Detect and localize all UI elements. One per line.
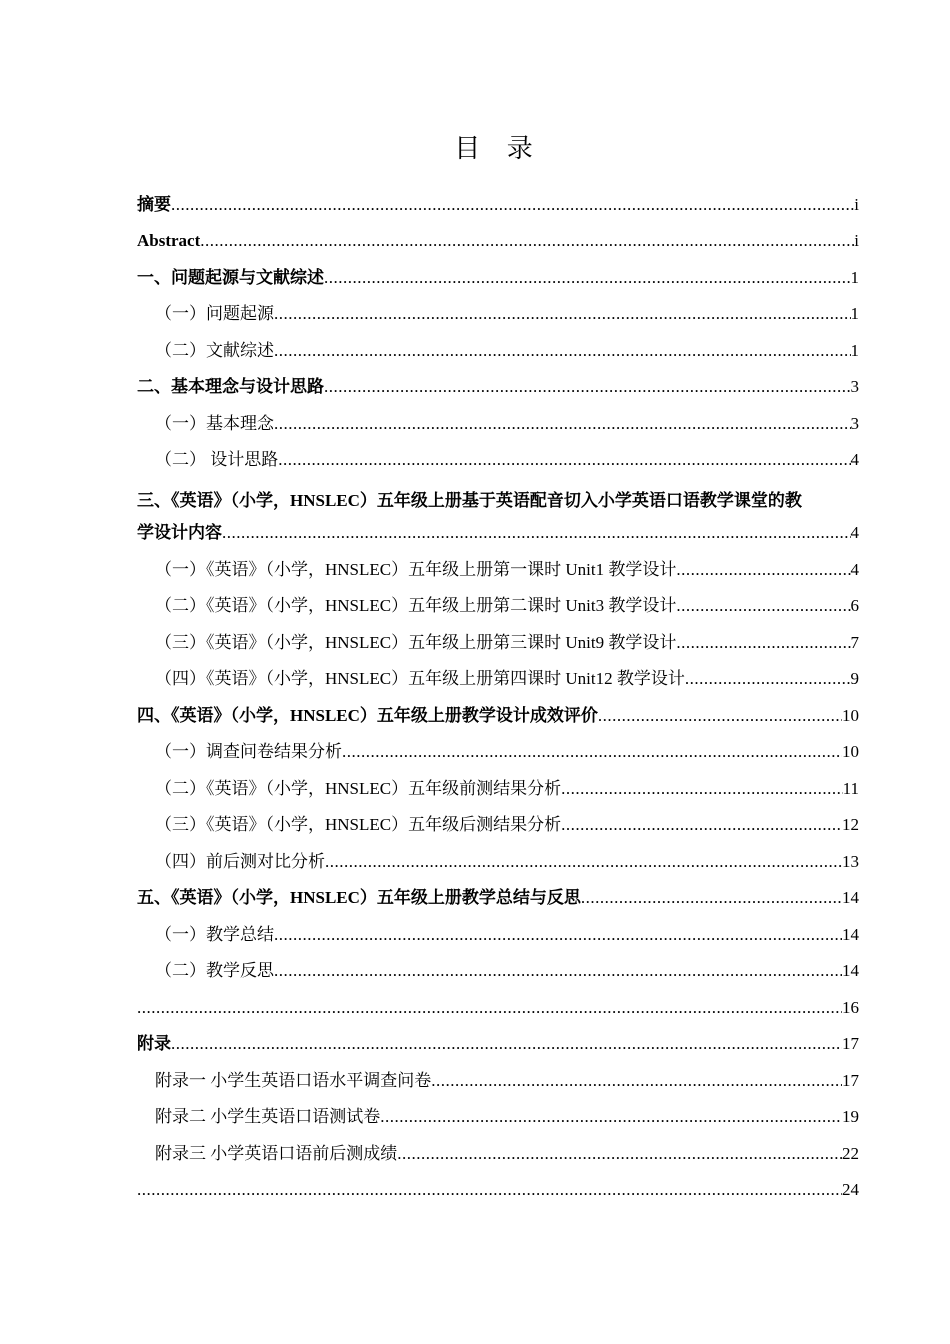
toc-leader-dots	[324, 268, 851, 288]
toc-page-number: i	[854, 231, 859, 250]
toc-entry[interactable]	[137, 1127, 859, 1164]
toc-entry-label: 二、基本理念与设计思路	[137, 377, 324, 396]
toc-entry[interactable]	[137, 178, 859, 215]
toc-leader-dots	[397, 1144, 842, 1164]
toc-page-number: 7	[850, 632, 859, 652]
toc-entry-label: 五、《英语》（小学，HNSLEC）五年级上册教学总结与反思	[137, 888, 581, 907]
toc-entry-label: （一）教学总结	[155, 924, 274, 944]
toc-leader-dots	[676, 560, 850, 580]
toc-leader-dots	[598, 706, 842, 726]
toc-entry[interactable]	[137, 1018, 859, 1055]
toc-entry-label: （二）文献综述	[155, 340, 274, 360]
toc-entry-label: Abstract	[137, 231, 201, 250]
toc-page-number: 9	[850, 669, 859, 688]
toc-leader-dots	[171, 1034, 842, 1054]
toc-leader-dots	[431, 1071, 842, 1091]
toc-leader-dots	[676, 633, 850, 653]
table-of-contents	[137, 178, 859, 1200]
toc-leader-dots	[342, 742, 842, 762]
toc-entry[interactable]	[137, 799, 859, 836]
toc-entry[interactable]	[137, 288, 859, 325]
toc-page-number: 3	[850, 377, 859, 396]
toc-entry[interactable]	[137, 872, 859, 909]
toc-entry-label: （一）调查问卷结果分析	[155, 742, 342, 761]
toc-entry[interactable]	[137, 835, 859, 872]
toc-leader-dots	[380, 1107, 842, 1127]
toc-page-number: 14	[842, 961, 859, 980]
toc-page-number: 11	[842, 778, 859, 798]
toc-page-number: 6	[850, 596, 859, 615]
toc-page-number: 4	[850, 559, 859, 579]
toc-page-number: 13	[842, 851, 859, 871]
toc-entry[interactable]	[137, 945, 859, 982]
toc-page-number: 17	[842, 1070, 859, 1090]
toc-entry[interactable]	[137, 507, 859, 544]
toc-page-number: 10	[842, 705, 859, 725]
toc-entry[interactable]	[137, 1091, 859, 1128]
toc-entry[interactable]	[137, 361, 859, 398]
toc-page-number: 16	[842, 997, 859, 1017]
page-title: 目 录	[454, 134, 543, 163]
toc-entry[interactable]	[137, 397, 859, 434]
toc-leader-dots	[274, 414, 851, 434]
toc-leader-dots	[137, 1180, 842, 1200]
toc-entry-label: （二） 设计思路	[155, 450, 279, 469]
toc-entry[interactable]	[137, 580, 859, 617]
toc-leader-dots	[171, 195, 854, 215]
toc-leader-dots	[324, 377, 851, 397]
toc-entry-label: （三）《英语》（小学，HNSLEC）五年级上册第三课时 Unit9 教学设计	[155, 632, 677, 652]
toc-leader-dots	[274, 341, 851, 361]
toc-leader-dots	[137, 998, 842, 1018]
toc-entry-label: （一）基本理念	[155, 413, 274, 433]
toc-entry-label: 四、《英语》（小学，HNSLEC）五年级上册教学设计成效评价	[137, 705, 598, 725]
toc-page-number: 4	[850, 523, 859, 542]
toc-entry-label: （一）《英语》（小学，HNSLEC）五年级上册第一课时 Unit1 教学设计	[155, 559, 677, 579]
toc-leader-dots	[274, 961, 842, 981]
toc-entry-label: （四）前后测对比分析	[155, 851, 325, 871]
toc-leader-dots	[685, 669, 851, 689]
toc-entry-label: 摘要	[137, 194, 171, 214]
toc-entry-label: 一、问题起源与文献综述	[137, 267, 324, 287]
toc-leader-dots	[581, 888, 842, 908]
toc-entry-label: 附录三 小学英语口语前后测成绩	[155, 1143, 398, 1163]
toc-entry[interactable]	[137, 726, 859, 763]
toc-page-number: 1	[850, 267, 859, 287]
toc-entry-label: 附录二 小学生英语口语测试卷	[155, 1107, 381, 1126]
toc-entry[interactable]	[137, 908, 859, 945]
toc-leader-dots	[274, 925, 842, 945]
toc-entry[interactable]	[137, 1164, 859, 1201]
toc-leader-dots	[274, 304, 851, 324]
toc-page-number: 10	[842, 742, 859, 761]
toc-entry-label: （二）《英语》（小学，HNSLEC）五年级上册第二课时 Unit3 教学设计	[155, 596, 677, 615]
toc-page-number: 17	[842, 1034, 859, 1053]
toc-entry-label: 附录	[137, 1034, 171, 1053]
toc-page-number: 1	[850, 340, 859, 360]
toc-entry[interactable]	[137, 215, 859, 252]
toc-entry-label: （二）《英语》（小学，HNSLEC）五年级前测结果分析	[155, 778, 562, 798]
toc-page-number: 24	[842, 1180, 859, 1199]
toc-leader-dots	[200, 231, 854, 251]
toc-entry[interactable]	[137, 616, 859, 653]
toc-page-number: 14	[842, 924, 859, 944]
toc-page-number: 12	[842, 815, 859, 834]
toc-entry-label-line1: 三、《英语》（小学，HNSLEC）五年级上册基于英语配音切入小学英语口语教学课堂的教	[137, 491, 802, 510]
toc-page-number: 3	[850, 413, 859, 433]
toc-entry[interactable]	[137, 324, 859, 361]
toc-leader-dots	[278, 450, 850, 470]
toc-entry[interactable]	[137, 251, 859, 288]
toc-entry[interactable]	[137, 981, 859, 1018]
toc-leader-dots	[561, 815, 842, 835]
toc-page-number: i	[854, 194, 859, 214]
toc-entry[interactable]	[137, 762, 859, 799]
toc-leader-dots	[325, 852, 842, 872]
toc-entry-label: （二）教学反思	[155, 961, 274, 980]
toc-entry[interactable]	[137, 434, 859, 471]
toc-entry-label: 学设计内容	[137, 523, 222, 542]
toc-page-number: 1	[850, 304, 859, 323]
toc-entry[interactable]	[137, 1054, 859, 1091]
toc-page-number: 19	[842, 1107, 859, 1126]
toc-leader-dots	[222, 523, 851, 543]
toc-leader-dots	[561, 779, 843, 799]
toc-entry-label: （三）《英语》（小学，HNSLEC）五年级后测结果分析	[155, 815, 562, 834]
toc-entry[interactable]	[137, 653, 859, 690]
toc-entry[interactable]	[137, 689, 859, 726]
toc-leader-dots	[676, 596, 850, 616]
toc-entry-label: （一）问题起源	[155, 304, 274, 323]
toc-page-number: 22	[842, 1143, 859, 1163]
toc-entry[interactable]	[137, 543, 859, 580]
toc-entry-label: 附录一 小学生英语口语水平调查问卷	[155, 1070, 432, 1090]
toc-entry-label: （四）《英语》（小学，HNSLEC）五年级上册第四课时 Unit12 教学设计	[155, 669, 685, 688]
toc-page-number: 14	[842, 888, 859, 907]
toc-page-number: 4	[850, 450, 859, 469]
